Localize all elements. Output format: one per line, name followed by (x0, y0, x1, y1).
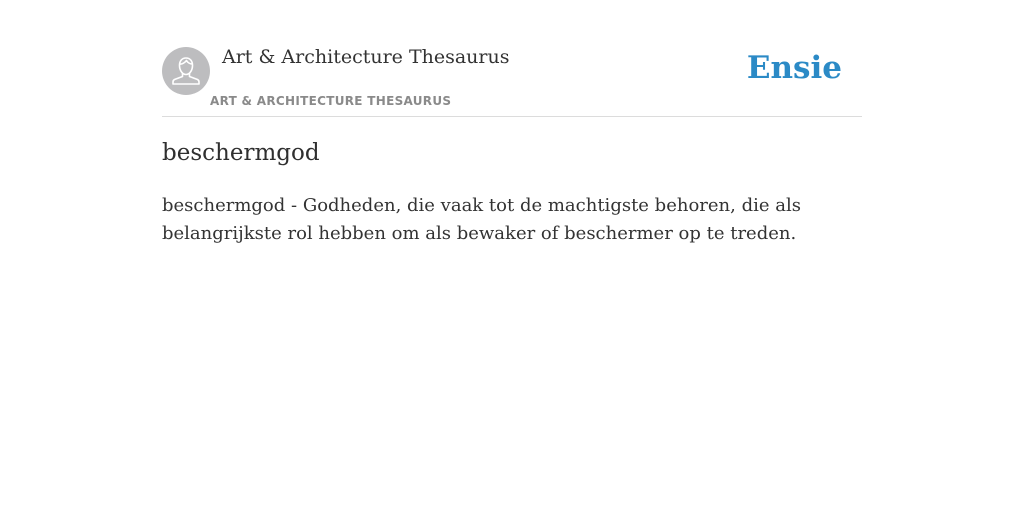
source-subtitle[interactable]: ART & ARCHITECTURE THESAURUS (210, 94, 452, 108)
avatar[interactable] (162, 47, 210, 95)
ensie-logo[interactable]: Ensie (746, 50, 842, 86)
user-silhouette-icon (162, 47, 210, 95)
source-title[interactable]: Art & Architecture Thesaurus (222, 46, 510, 68)
source-header (162, 40, 862, 117)
term-title: beschermgod (162, 140, 320, 166)
term-definition: beschermgod - Godheden, die vaak tot de machtigste behoren, die als belangrijkste rol hebben om als bewaker of beschermer op te treden. (162, 195, 801, 244)
